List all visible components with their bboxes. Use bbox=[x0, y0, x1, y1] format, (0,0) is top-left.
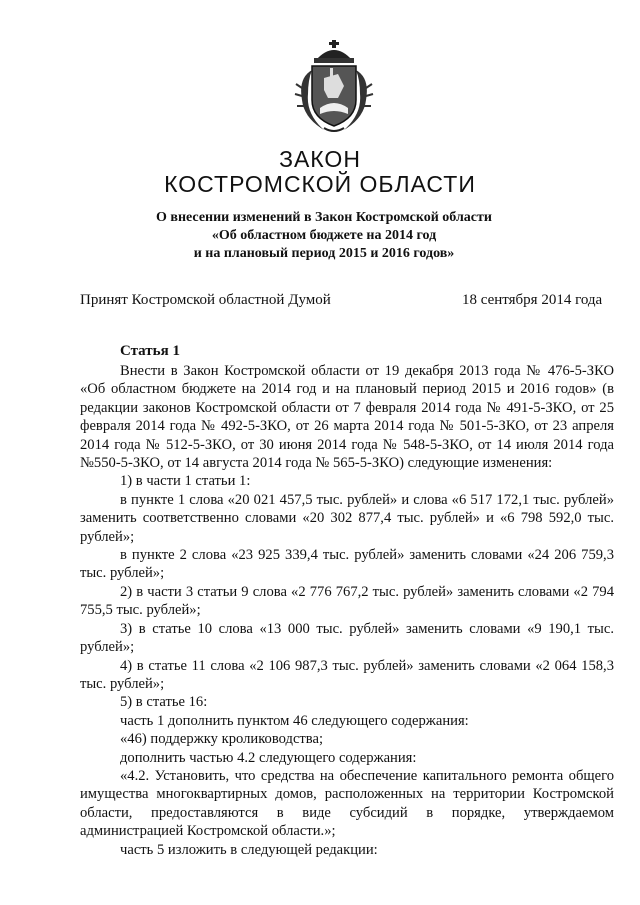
article-body bbox=[80, 362, 614, 859]
article-heading: Статья 1 bbox=[120, 343, 180, 359]
article-paragraph: 2) в части 3 статьи 9 слова «2 776 767,2 тыс. рублей» заменить словами «2 794 755,5 тыс. рублей»; bbox=[80, 583, 614, 619]
coat-of-arms-icon bbox=[294, 38, 374, 136]
article-paragraph: Внести в Закон Костромской области от 19 декабря 2013 года № 476-5-ЗКО «Об областном бюджете на 2014 год и на плановый период 2015 и 2016 годов» (в редакции законов Костромской области от 7 февраля 2014 года № 491-5-ЗКО, от 25 февраля 2014 года № 492-5-ЗКО, от 26 марта 2014 года № 501-5-ЗКО, от 23 апреля 2014 года № 512-5-ЗКО, от 30 июня 2014 года № 548-5-ЗКО, от 14 июля 2014 года №550-5-ЗКО, от 14 августа 2014 года № 565-5-ЗКО) следующие изменения: bbox=[80, 363, 614, 472]
subtitle-line: «Об областном бюджете на 2014 год bbox=[211, 228, 437, 243]
adoption-date: 18 сентября 2014 года bbox=[462, 292, 603, 308]
article-paragraph: «46) поддержку кролиководства; bbox=[120, 731, 324, 748]
region-title: КОСТРОМСКОЙ ОБЛАСТИ bbox=[164, 171, 476, 197]
article-paragraph: дополнить частью 4.2 следующего содержания: bbox=[120, 749, 417, 766]
subtitle-line: и на плановый период 2015 и 2016 годов» bbox=[193, 246, 455, 261]
article-paragraph: часть 1 дополнить пунктом 46 следующего содержания: bbox=[120, 712, 469, 729]
article-paragraph: 5) в статье 16: bbox=[120, 694, 208, 711]
article-paragraph: в пункте 1 слова «20 021 457,5 тыс. рублей» и слова «6 517 172,1 тыс. рублей» заменить соответственно словами «20 302 877,4 тыс. рублей» и «6 798 592,0 тыс. рублей»; bbox=[80, 491, 614, 545]
article-paragraph: «4.2. Установить, что средства на обеспечение капитального ремонта общего имущества многоквартирных домов, расположенных на территории Костромской области, предоставляются в виде субсидий в порядке, утверждаемом администрацией Костромской области.»; bbox=[80, 767, 614, 840]
law-subtitle bbox=[0, 209, 640, 263]
article-paragraph: 3) в статье 10 слова «13 000 тыс. рублей» заменить словами «9 190,1 тыс. рублей»; bbox=[80, 620, 614, 656]
article-paragraph: 1) в части 1 статьи 1: bbox=[120, 473, 251, 490]
subtitle-line: О внесении изменений в Закон Костромской области bbox=[156, 210, 492, 225]
adopted-by: Принят Костромской областной Думой bbox=[80, 292, 331, 308]
article-paragraph: в пункте 2 слова «23 925 339,4 тыс. рублей» заменить словами «24 206 759,3 тыс. рублей»; bbox=[80, 547, 614, 582]
article-paragraph: 4) в статье 11 слова «2 106 987,3 тыс. рублей» заменить словами «2 064 158,3 тыс. рублей»; bbox=[80, 657, 614, 692]
law-title: ЗАКОН bbox=[279, 146, 361, 172]
article-paragraph: часть 5 изложить в следующей редакции: bbox=[120, 841, 378, 858]
